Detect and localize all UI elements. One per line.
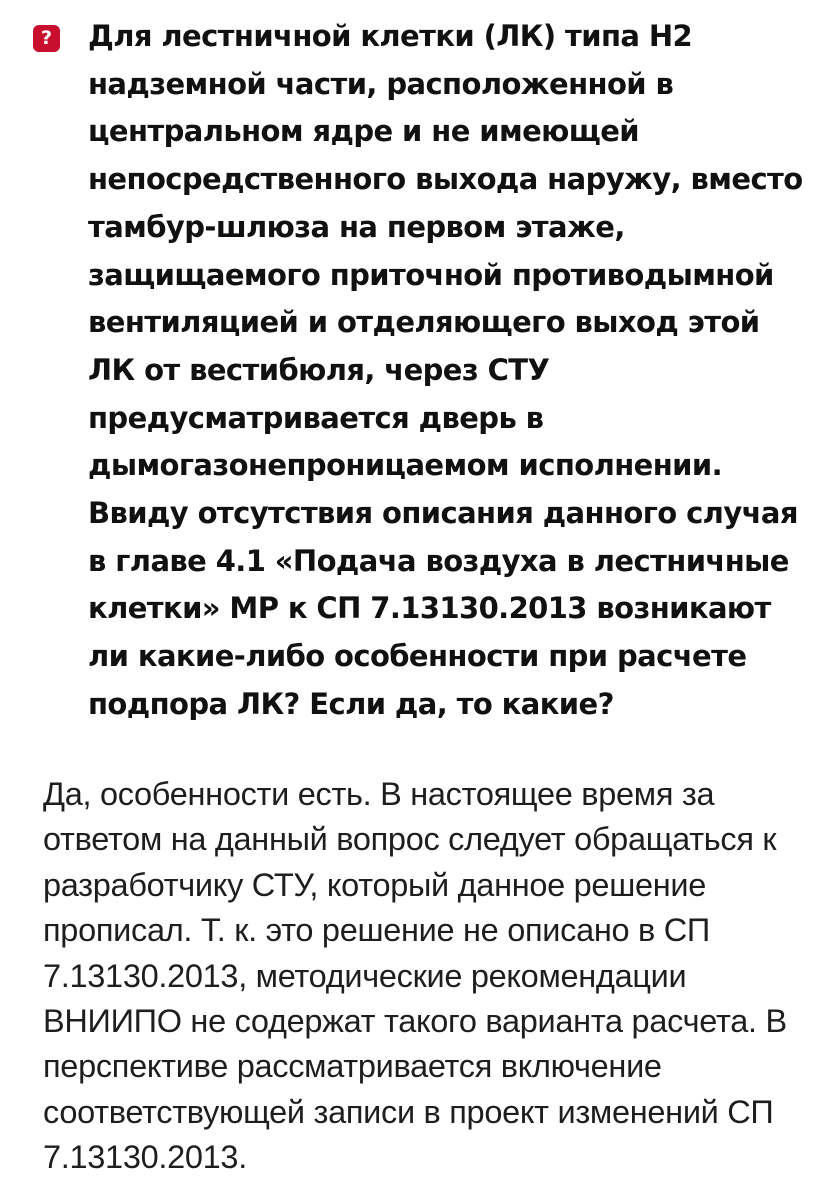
question-mark-icon: ? <box>33 25 60 52</box>
answer-text: Да, особенности есть. В настоящее время за ответом на данный вопрос следует обращаться к разработчику СТУ, который данное решение прописал. Т. к. это решение не описано в СП 7.13130.2013, методические рекомендации ВНИИПО не содержат такого варианта расчета. В перспективе рассматривается включение соответствующей записи в проект изменений СП 7.13130.2013. <box>43 776 787 1176</box>
question-text: Для лестничной клетки (ЛК) типа Н2 надземной части, расположенной в центральном ядре и не имеющей непосредственного выхода наружу, вместо тамбур-шлюза на первом этаже, защищаемого приточной противодымной вентиляцией и отделяющего выход этой ЛК от вестибюля, через СТУ предусматривается дверь в дымогазонепроницаемом исполнении. Ввиду отсутствия описания данного случая в главе 4.1 «Подача воздуха в лестничные клетки» МР к СП 7.13130.2013 возникают ли какие-либо особенности при расчете подпора ЛК? Если да, то какие? <box>88 19 803 721</box>
